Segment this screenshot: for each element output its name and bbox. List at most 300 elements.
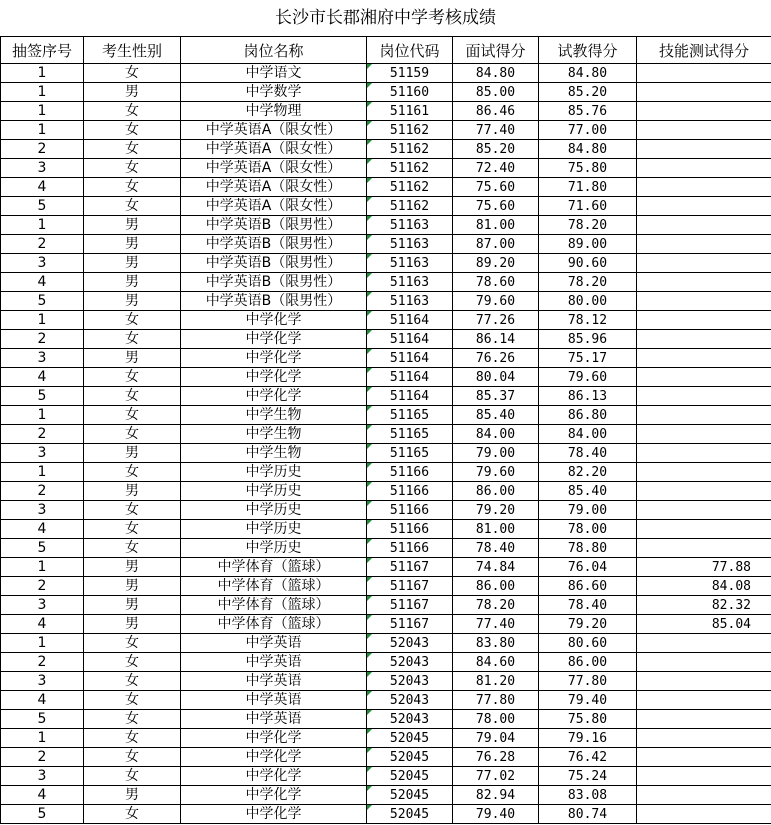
interview-score-cell: 86.00 — [453, 482, 539, 501]
interview-score-cell: 77.80 — [453, 691, 539, 710]
position-code-cell: 52045 — [367, 767, 453, 786]
teaching-score-cell: 80.00 — [539, 292, 637, 311]
teaching-score-cell: 86.80 — [539, 406, 637, 425]
interview-score-cell: 80.04 — [453, 368, 539, 387]
draw-number-cell: 1 — [1, 83, 84, 102]
gender-cell: 女 — [84, 805, 181, 824]
skill-score-cell — [637, 273, 771, 292]
table-row — [1, 463, 771, 482]
teaching-score-cell: 78.12 — [539, 311, 637, 330]
teaching-score-cell: 71.80 — [539, 178, 637, 197]
table-row — [1, 425, 771, 444]
interview-score-cell: 85.40 — [453, 406, 539, 425]
draw-number-cell: 1 — [1, 311, 84, 330]
draw-number-cell: 3 — [1, 444, 84, 463]
gender-cell: 女 — [84, 672, 181, 691]
teaching-score-cell: 89.00 — [539, 235, 637, 254]
skill-score-cell — [637, 368, 771, 387]
position-name-cell: 中学体育（篮球） — [181, 577, 367, 596]
draw-number-cell: 3 — [1, 254, 84, 273]
position-code-cell: 51164 — [367, 387, 453, 406]
table-row — [1, 786, 771, 805]
position-code-cell: 52043 — [367, 634, 453, 653]
header-teaching-score: 试教得分 — [539, 37, 637, 64]
gender-cell: 男 — [84, 577, 181, 596]
teaching-score-cell: 85.40 — [539, 482, 637, 501]
position-name-cell: 中学历史 — [181, 482, 367, 501]
skill-score-cell: 85.04 — [637, 615, 771, 634]
draw-number-cell: 1 — [1, 102, 84, 121]
skill-score-cell — [637, 425, 771, 444]
position-code-cell: 52045 — [367, 748, 453, 767]
skill-score-cell — [637, 406, 771, 425]
position-code-cell: 51162 — [367, 140, 453, 159]
draw-number-cell: 5 — [1, 710, 84, 729]
table-row — [1, 140, 771, 159]
position-code-cell: 51166 — [367, 501, 453, 520]
draw-number-cell: 4 — [1, 178, 84, 197]
teaching-score-cell: 75.80 — [539, 710, 637, 729]
position-name-cell: 中学化学 — [181, 748, 367, 767]
draw-number-cell: 2 — [1, 577, 84, 596]
teaching-score-cell: 76.42 — [539, 748, 637, 767]
skill-score-cell — [637, 691, 771, 710]
gender-cell: 男 — [84, 786, 181, 805]
draw-number-cell: 5 — [1, 197, 84, 216]
teaching-score-cell: 86.13 — [539, 387, 637, 406]
teaching-score-cell: 78.40 — [539, 596, 637, 615]
interview-score-cell: 74.84 — [453, 558, 539, 577]
position-name-cell: 中学英语A（限女性） — [181, 121, 367, 140]
position-name-cell: 中学英语 — [181, 691, 367, 710]
position-name-cell: 中学历史 — [181, 463, 367, 482]
position-code-cell: 51165 — [367, 406, 453, 425]
interview-score-cell: 81.20 — [453, 672, 539, 691]
teaching-score-cell: 71.60 — [539, 197, 637, 216]
teaching-score-cell: 78.80 — [539, 539, 637, 558]
skill-score-cell — [637, 710, 771, 729]
table-row — [1, 805, 771, 824]
position-code-cell: 51163 — [367, 273, 453, 292]
skill-score-cell — [637, 634, 771, 653]
table-row — [1, 653, 771, 672]
position-code-cell: 52043 — [367, 653, 453, 672]
position-code-cell: 51162 — [367, 159, 453, 178]
gender-cell: 女 — [84, 539, 181, 558]
table-row — [1, 235, 771, 254]
skill-score-cell — [637, 102, 771, 121]
table-row — [1, 482, 771, 501]
interview-score-cell: 79.60 — [453, 292, 539, 311]
table-row — [1, 634, 771, 653]
draw-number-cell: 2 — [1, 653, 84, 672]
table-row — [1, 520, 771, 539]
interview-score-cell: 78.60 — [453, 273, 539, 292]
gender-cell: 男 — [84, 596, 181, 615]
table-row — [1, 159, 771, 178]
position-code-cell: 51166 — [367, 539, 453, 558]
position-name-cell: 中学体育（篮球） — [181, 596, 367, 615]
interview-score-cell: 79.60 — [453, 463, 539, 482]
position-code-cell: 51167 — [367, 596, 453, 615]
header-draw-number: 抽签序号 — [1, 37, 84, 64]
position-code-cell: 51163 — [367, 292, 453, 311]
gender-cell: 男 — [84, 254, 181, 273]
draw-number-cell: 2 — [1, 748, 84, 767]
interview-score-cell: 85.20 — [453, 140, 539, 159]
teaching-score-cell: 79.60 — [539, 368, 637, 387]
teaching-score-cell: 75.80 — [539, 159, 637, 178]
gender-cell: 男 — [84, 558, 181, 577]
draw-number-cell: 1 — [1, 121, 84, 140]
position-name-cell: 中学英语 — [181, 710, 367, 729]
table-row — [1, 216, 771, 235]
skill-score-cell — [637, 482, 771, 501]
interview-score-cell: 75.60 — [453, 178, 539, 197]
interview-score-cell: 75.60 — [453, 197, 539, 216]
position-code-cell: 51163 — [367, 216, 453, 235]
score-table — [0, 36, 771, 824]
position-code-cell: 52045 — [367, 786, 453, 805]
draw-number-cell: 5 — [1, 805, 84, 824]
position-name-cell: 中学物理 — [181, 102, 367, 121]
table-row — [1, 102, 771, 121]
position-name-cell: 中学历史 — [181, 539, 367, 558]
position-name-cell: 中学化学 — [181, 349, 367, 368]
position-code-cell: 51162 — [367, 178, 453, 197]
skill-score-cell — [637, 653, 771, 672]
draw-number-cell: 4 — [1, 691, 84, 710]
draw-number-cell: 3 — [1, 596, 84, 615]
skill-score-cell — [637, 311, 771, 330]
draw-number-cell: 3 — [1, 501, 84, 520]
table-row — [1, 672, 771, 691]
table-row — [1, 292, 771, 311]
skill-score-cell — [637, 520, 771, 539]
draw-number-cell: 2 — [1, 140, 84, 159]
table-row — [1, 64, 771, 83]
teaching-score-cell: 77.80 — [539, 672, 637, 691]
teaching-score-cell: 77.00 — [539, 121, 637, 140]
skill-score-cell — [637, 463, 771, 482]
interview-score-cell: 87.00 — [453, 235, 539, 254]
draw-number-cell: 1 — [1, 216, 84, 235]
interview-score-cell: 77.40 — [453, 121, 539, 140]
interview-score-cell: 79.00 — [453, 444, 539, 463]
skill-score-cell — [637, 805, 771, 824]
position-name-cell: 中学生物 — [181, 444, 367, 463]
interview-score-cell: 76.26 — [453, 349, 539, 368]
teaching-score-cell: 78.40 — [539, 444, 637, 463]
position-code-cell: 51167 — [367, 558, 453, 577]
teaching-score-cell: 78.20 — [539, 216, 637, 235]
skill-score-cell — [637, 349, 771, 368]
teaching-score-cell: 90.60 — [539, 254, 637, 273]
gender-cell: 女 — [84, 748, 181, 767]
position-name-cell: 中学历史 — [181, 501, 367, 520]
position-code-cell: 51166 — [367, 520, 453, 539]
gender-cell: 男 — [84, 482, 181, 501]
skill-score-cell — [637, 444, 771, 463]
teaching-score-cell: 83.08 — [539, 786, 637, 805]
interview-score-cell: 78.00 — [453, 710, 539, 729]
position-name-cell: 中学化学 — [181, 311, 367, 330]
position-code-cell: 51164 — [367, 368, 453, 387]
table-row — [1, 330, 771, 349]
draw-number-cell: 4 — [1, 273, 84, 292]
header-row — [1, 37, 771, 64]
draw-number-cell: 3 — [1, 159, 84, 178]
position-code-cell: 51162 — [367, 121, 453, 140]
interview-score-cell: 78.20 — [453, 596, 539, 615]
gender-cell: 男 — [84, 292, 181, 311]
gender-cell: 女 — [84, 520, 181, 539]
skill-score-cell — [637, 121, 771, 140]
skill-score-cell: 77.88 — [637, 558, 771, 577]
position-code-cell: 51160 — [367, 83, 453, 102]
interview-score-cell: 77.02 — [453, 767, 539, 786]
teaching-score-cell: 75.17 — [539, 349, 637, 368]
position-name-cell: 中学生物 — [181, 425, 367, 444]
interview-score-cell: 79.04 — [453, 729, 539, 748]
position-code-cell: 52043 — [367, 672, 453, 691]
table-row — [1, 121, 771, 140]
gender-cell: 女 — [84, 767, 181, 786]
teaching-score-cell: 79.16 — [539, 729, 637, 748]
position-code-cell: 51163 — [367, 254, 453, 273]
position-name-cell: 中学化学 — [181, 786, 367, 805]
skill-score-cell — [637, 729, 771, 748]
teaching-score-cell: 85.76 — [539, 102, 637, 121]
interview-score-cell: 79.20 — [453, 501, 539, 520]
skill-score-cell — [637, 178, 771, 197]
position-name-cell: 中学体育（篮球） — [181, 558, 367, 577]
table-row — [1, 197, 771, 216]
gender-cell: 女 — [84, 653, 181, 672]
table-row — [1, 615, 771, 634]
table-body — [1, 64, 771, 824]
gender-cell: 女 — [84, 140, 181, 159]
skill-score-cell: 84.08 — [637, 577, 771, 596]
gender-cell: 男 — [84, 273, 181, 292]
table-row — [1, 444, 771, 463]
gender-cell: 女 — [84, 330, 181, 349]
gender-cell: 男 — [84, 216, 181, 235]
interview-score-cell: 89.20 — [453, 254, 539, 273]
teaching-score-cell: 79.00 — [539, 501, 637, 520]
skill-score-cell — [637, 140, 771, 159]
position-code-cell: 51166 — [367, 482, 453, 501]
table-row — [1, 691, 771, 710]
skill-score-cell — [637, 672, 771, 691]
gender-cell: 女 — [84, 197, 181, 216]
position-code-cell: 51165 — [367, 425, 453, 444]
position-name-cell: 中学历史 — [181, 520, 367, 539]
position-name-cell: 中学英语A（限女性） — [181, 140, 367, 159]
teaching-score-cell: 79.20 — [539, 615, 637, 634]
interview-score-cell: 77.26 — [453, 311, 539, 330]
position-name-cell: 中学英语B（限男性） — [181, 216, 367, 235]
interview-score-cell: 85.00 — [453, 83, 539, 102]
skill-score-cell — [637, 501, 771, 520]
table-row — [1, 254, 771, 273]
draw-number-cell: 5 — [1, 539, 84, 558]
teaching-score-cell: 79.40 — [539, 691, 637, 710]
table-row — [1, 577, 771, 596]
interview-score-cell: 86.46 — [453, 102, 539, 121]
table-row — [1, 368, 771, 387]
draw-number-cell: 1 — [1, 729, 84, 748]
gender-cell: 女 — [84, 691, 181, 710]
skill-score-cell — [637, 235, 771, 254]
interview-score-cell: 76.28 — [453, 748, 539, 767]
skill-score-cell — [637, 216, 771, 235]
skill-score-cell — [637, 254, 771, 273]
position-name-cell: 中学英语A（限女性） — [181, 178, 367, 197]
interview-score-cell: 77.40 — [453, 615, 539, 634]
position-name-cell: 中学英语B（限男性） — [181, 273, 367, 292]
draw-number-cell: 5 — [1, 292, 84, 311]
position-code-cell: 51162 — [367, 197, 453, 216]
draw-number-cell: 3 — [1, 349, 84, 368]
teaching-score-cell: 85.20 — [539, 83, 637, 102]
skill-score-cell — [637, 159, 771, 178]
position-name-cell: 中学数学 — [181, 83, 367, 102]
header-position-name: 岗位名称 — [181, 37, 367, 64]
draw-number-cell: 1 — [1, 634, 84, 653]
position-code-cell: 51164 — [367, 311, 453, 330]
teaching-score-cell: 84.80 — [539, 64, 637, 83]
header-gender: 考生性别 — [84, 37, 181, 64]
position-code-cell: 51166 — [367, 463, 453, 482]
position-name-cell: 中学化学 — [181, 805, 367, 824]
draw-number-cell: 2 — [1, 482, 84, 501]
draw-number-cell: 2 — [1, 330, 84, 349]
gender-cell: 女 — [84, 425, 181, 444]
skill-score-cell: 82.32 — [637, 596, 771, 615]
table-row — [1, 501, 771, 520]
table-row — [1, 729, 771, 748]
position-code-cell: 52043 — [367, 691, 453, 710]
table-row — [1, 710, 771, 729]
teaching-score-cell: 80.60 — [539, 634, 637, 653]
draw-number-cell: 3 — [1, 672, 84, 691]
gender-cell: 女 — [84, 710, 181, 729]
interview-score-cell: 82.94 — [453, 786, 539, 805]
position-name-cell: 中学生物 — [181, 406, 367, 425]
interview-score-cell: 86.00 — [453, 577, 539, 596]
position-name-cell: 中学英语B（限男性） — [181, 254, 367, 273]
draw-number-cell: 4 — [1, 520, 84, 539]
gender-cell: 男 — [84, 349, 181, 368]
position-name-cell: 中学英语 — [181, 672, 367, 691]
gender-cell: 女 — [84, 64, 181, 83]
position-code-cell: 51161 — [367, 102, 453, 121]
position-name-cell: 中学英语 — [181, 634, 367, 653]
gender-cell: 女 — [84, 634, 181, 653]
gender-cell: 女 — [84, 729, 181, 748]
position-code-cell: 51167 — [367, 577, 453, 596]
table-row — [1, 311, 771, 330]
draw-number-cell: 5 — [1, 387, 84, 406]
table-row — [1, 596, 771, 615]
table-row — [1, 748, 771, 767]
teaching-score-cell: 86.60 — [539, 577, 637, 596]
position-code-cell: 51164 — [367, 349, 453, 368]
table-row — [1, 178, 771, 197]
position-name-cell: 中学化学 — [181, 330, 367, 349]
gender-cell: 女 — [84, 159, 181, 178]
skill-score-cell — [637, 539, 771, 558]
position-name-cell: 中学化学 — [181, 368, 367, 387]
header-skill-score: 技能测试得分 — [637, 37, 771, 64]
position-code-cell: 51159 — [367, 64, 453, 83]
gender-cell: 女 — [84, 311, 181, 330]
interview-score-cell: 83.80 — [453, 634, 539, 653]
gender-cell: 男 — [84, 83, 181, 102]
interview-score-cell: 81.00 — [453, 520, 539, 539]
skill-score-cell — [637, 197, 771, 216]
table-row — [1, 273, 771, 292]
position-code-cell: 51167 — [367, 615, 453, 634]
skill-score-cell — [637, 786, 771, 805]
teaching-score-cell: 85.96 — [539, 330, 637, 349]
draw-number-cell: 2 — [1, 425, 84, 444]
draw-number-cell: 1 — [1, 463, 84, 482]
position-code-cell: 52045 — [367, 729, 453, 748]
gender-cell: 女 — [84, 368, 181, 387]
gender-cell: 女 — [84, 501, 181, 520]
table-row — [1, 406, 771, 425]
skill-score-cell — [637, 387, 771, 406]
table-row — [1, 767, 771, 786]
teaching-score-cell: 78.20 — [539, 273, 637, 292]
interview-score-cell: 84.00 — [453, 425, 539, 444]
position-name-cell: 中学英语A（限女性） — [181, 197, 367, 216]
position-name-cell: 中学化学 — [181, 767, 367, 786]
skill-score-cell — [637, 64, 771, 83]
table-row — [1, 539, 771, 558]
teaching-score-cell: 78.00 — [539, 520, 637, 539]
table-row — [1, 83, 771, 102]
interview-score-cell: 84.80 — [453, 64, 539, 83]
interview-score-cell: 72.40 — [453, 159, 539, 178]
interview-score-cell: 85.37 — [453, 387, 539, 406]
position-name-cell: 中学化学 — [181, 729, 367, 748]
gender-cell: 女 — [84, 102, 181, 121]
teaching-score-cell: 75.24 — [539, 767, 637, 786]
table-row — [1, 387, 771, 406]
position-code-cell: 51163 — [367, 235, 453, 254]
draw-number-cell: 1 — [1, 558, 84, 577]
table-row — [1, 349, 771, 368]
skill-score-cell — [637, 330, 771, 349]
interview-score-cell: 78.40 — [453, 539, 539, 558]
interview-score-cell: 79.40 — [453, 805, 539, 824]
draw-number-cell: 4 — [1, 786, 84, 805]
skill-score-cell — [637, 767, 771, 786]
position-code-cell: 52045 — [367, 805, 453, 824]
position-name-cell: 中学体育（篮球） — [181, 615, 367, 634]
draw-number-cell: 4 — [1, 368, 84, 387]
position-code-cell: 52043 — [367, 710, 453, 729]
draw-number-cell: 4 — [1, 615, 84, 634]
draw-number-cell: 3 — [1, 767, 84, 786]
skill-score-cell — [637, 83, 771, 102]
gender-cell: 女 — [84, 121, 181, 140]
position-name-cell: 中学化学 — [181, 387, 367, 406]
gender-cell: 男 — [84, 615, 181, 634]
